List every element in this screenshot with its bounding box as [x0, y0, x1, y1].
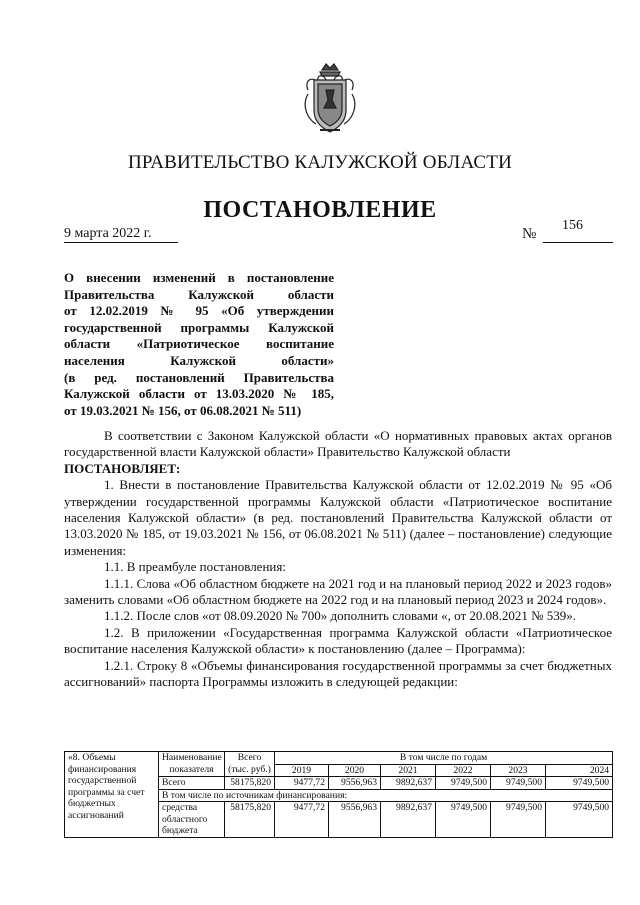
subject-line: (в ред. постановлений Правительства: [64, 369, 334, 385]
subject-line: от 12.02.2019 № 95 «Об утверждении: [64, 303, 334, 319]
year-header: 2020: [329, 764, 381, 777]
sources-label: В том числе по источникам финансирования:: [159, 789, 613, 802]
resolves-text: ПОСТАНОВЛЯЕТ:: [64, 460, 181, 476]
year-header: 2023: [491, 764, 546, 777]
regional-budget-value: 9749,500: [546, 802, 613, 838]
year-header: 2019: [275, 764, 329, 777]
subject-line: области «Патриотическое воспитание: [64, 336, 334, 352]
year-header: 2024: [546, 764, 613, 777]
clause-1-1: 1.1. В преамбуле постановления:: [104, 559, 286, 575]
subject-line: государственной программы Калужской: [64, 319, 334, 335]
regional-budget-label: средства областного бюджета: [159, 802, 225, 838]
year-header: 2022: [436, 764, 491, 777]
clause-1-1-1: 1.1.1. Слова «Об областном бюджете на 2021 год и на плановый период 2022 и 2023 годов» заменить словами «Об областном бюджете на 2022 год и на плановый период 2023 и 2024 годов».: [64, 575, 612, 608]
total-row-value: 9749,500: [491, 777, 546, 790]
total-row-value: 9749,500: [436, 777, 491, 790]
clause-1-1-2: 1.1.2. После слов «от 08.09.2020 № 700» дополнить словами «, от 20.08.2021 № 539».: [104, 608, 577, 624]
date-underline: [64, 242, 178, 243]
regional-budget-value: 9556,963: [329, 802, 381, 838]
year-header: 2021: [381, 764, 436, 777]
total-row-value: 9749,500: [546, 777, 613, 790]
financing-table: [64, 751, 613, 838]
clause-1: 1. Внести в постановление Правительства Калужской области от 12.02.2019 № 95 «Об утверждении государственной программы Калужской области «Патриотическое воспитание населения Калужской области» (в ред. постановлений Правительства Калужской области от 13.03.2020 № 185, от 19.03.2021 № 156, от 06.08.2021 № 511) (далее – постановление) следующие изменения:: [64, 477, 612, 558]
regional-budget-value: 9892,637: [381, 802, 436, 838]
column-header-total: Всего (тыс. руб.): [225, 752, 275, 777]
clause-1-2: 1.2. В приложении «Государственная программа Калужской области «Патриотическое воспитание населения Калужской области» к постановлению (далее – Программа):: [64, 624, 612, 657]
regional-budget-value: 9749,500: [491, 802, 546, 838]
total-row-label: Всего: [159, 777, 225, 790]
subject-line: от 19.03.2021 № 156, от 06.08.2021 № 511): [64, 402, 302, 418]
total-row-value: 9556,963: [329, 777, 381, 790]
resolves-heading: [64, 461, 612, 477]
row-label-cell: «8. Объемы финансирования государственной программы за счет бюджетных ассигнований: [65, 752, 159, 838]
clause-1-2-1: 1.2.1. Строку 8 «Объемы финансирования государственной программы за счет бюджетных ассигнований» паспорта Программы изложить в следующей редакции:: [64, 657, 612, 690]
column-header-indicator: Наименование показателя: [159, 752, 225, 777]
total-row-sum: 58175,820: [225, 777, 275, 790]
document-type-title: ПОСТАНОВЛЕНИЕ: [203, 197, 437, 223]
regional-budget-value: 9477,72: [275, 802, 329, 838]
number-sign: №: [522, 226, 537, 242]
regional-budget-value: 9749,500: [436, 802, 491, 838]
organization-title: ПРАВИТЕЛЬСТВО КАЛУЖСКОЙ ОБЛАСТИ: [127, 152, 513, 173]
subject-line: населения Калужской области»: [64, 352, 334, 368]
regional-budget-sum: 58175,820: [225, 802, 275, 838]
document-number: 156: [562, 218, 583, 233]
document-date: 9 марта 2022 г.: [64, 226, 152, 241]
kaluga-coat-of-arms-icon: [300, 60, 360, 138]
subject-line: Правительства Калужской области: [64, 286, 334, 302]
preamble-paragraph: В соответствии с Законом Калужской области «О нормативных правовых актах органов государственной власти Калужской области» Правительство Калужской области: [64, 428, 612, 460]
document-subject: [64, 270, 334, 419]
total-row-value: 9892,637: [381, 777, 436, 790]
total-row-value: 9477,72: [275, 777, 329, 790]
document-body: [64, 428, 612, 691]
subject-line: О внесении изменений в постановление: [64, 270, 334, 285]
column-header-years-group: В том числе по годам: [275, 752, 613, 765]
number-underline: [543, 242, 613, 243]
subject-line: Калужской области от 13.03.2020 № 185,: [64, 386, 334, 402]
